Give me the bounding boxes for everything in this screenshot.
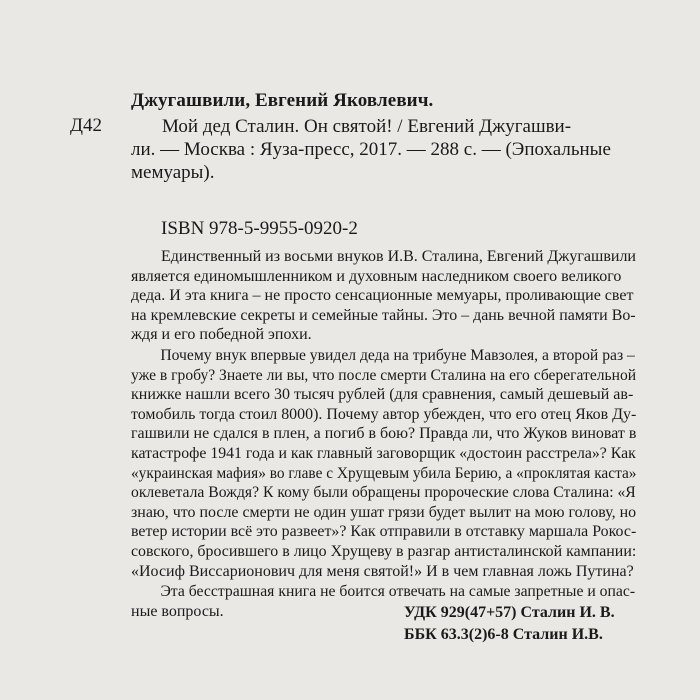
annotation-line: Единственный из восьми внуков И.В. Сталина, Евгений Джугашвили (161, 248, 636, 265)
bbk-code: ББК 63.3(2)6-8 Сталин И.В. (404, 626, 603, 643)
udc-code: УДК 929(47+57) Сталин И. В. (404, 604, 615, 621)
annotation-line: томобиль тогда стоил 8000). Почему автор убежден, что его отец Яков Ду- (131, 405, 637, 423)
annotation-paragraph (131, 247, 636, 345)
annotation (131, 247, 636, 622)
annotation-line: оклеветала Вождя? К кому были обращены пророческие слова Сталина: «Я (131, 484, 636, 502)
annotation-line: «Иосиф Виссарионович для меня святой!» И в чем главная ложь Путина? (131, 562, 634, 580)
annotation-line: уже в гробу? Знаете ли вы, что после смерти Сталина на его сберегательной (131, 366, 637, 384)
annotation-line: катастрофе 1941 года и как главный заговорщик «достоин расстрела»? Как (131, 444, 636, 462)
isbn: ISBN 978-5-9955-0920-2 (161, 218, 358, 239)
annotation-line: Почему внук впервые увидел деда на трибуне Мавзолея, а второй раз – (160, 346, 635, 364)
annotation-line: является единомышленником и духовным наследником своего великого (131, 267, 622, 285)
annotation-line: гашвили не сдался в плен, а погиб в бою? Правда ли, что Жуков виноват в (131, 425, 637, 443)
author-sign-code: Д42 (70, 115, 102, 136)
annotation-line: деда. И эта книга – не просто сенсационные мемуары, проливающие свет (131, 287, 634, 305)
annotation-line: книжке нашли всего 30 тысяч рублей (для сравнения, самый дешевый ав- (131, 386, 634, 404)
annotation-line: Эта бесстрашная книга не боится отвечать на самые запретные и опас- (160, 583, 636, 601)
description-line: Мой дед Сталин. Он святой! / Евгений Джугашви- (162, 116, 572, 137)
annotation-paragraph (131, 346, 636, 581)
description-line: ли. — Москва : Яуза-пресс, 2017. — 288 с. — (Эпохальные (131, 139, 611, 160)
classification-codes (404, 602, 615, 646)
annotation-line: «украинская мафия» во главе с Хрущевым убила Берию, а «проклятая каста» (131, 464, 637, 482)
description-line: мемуары). (131, 162, 215, 183)
annotation-line: ветер истории всё это развеет»? Как отправили в отставку маршала Рокос- (131, 523, 637, 541)
author-heading: Джугашвили, Евгений Яковлевич. (131, 90, 434, 111)
annotation-line: совского, бросившего в лицо Хрущеву в разгар антисталинской кампании: (131, 542, 637, 560)
bibliographic-description (131, 115, 636, 184)
annotation-line: знаю, что после смерти не один ушат грязи будет вылит на мою голову, но (131, 503, 637, 521)
annotation-line: на кремлевские секреты и семейные тайны. Это – дань вечной памяти Во- (131, 306, 636, 324)
annotation-line: ждя и его победной эпохи. (131, 326, 312, 344)
annotation-line: ные вопросы. (131, 602, 224, 620)
